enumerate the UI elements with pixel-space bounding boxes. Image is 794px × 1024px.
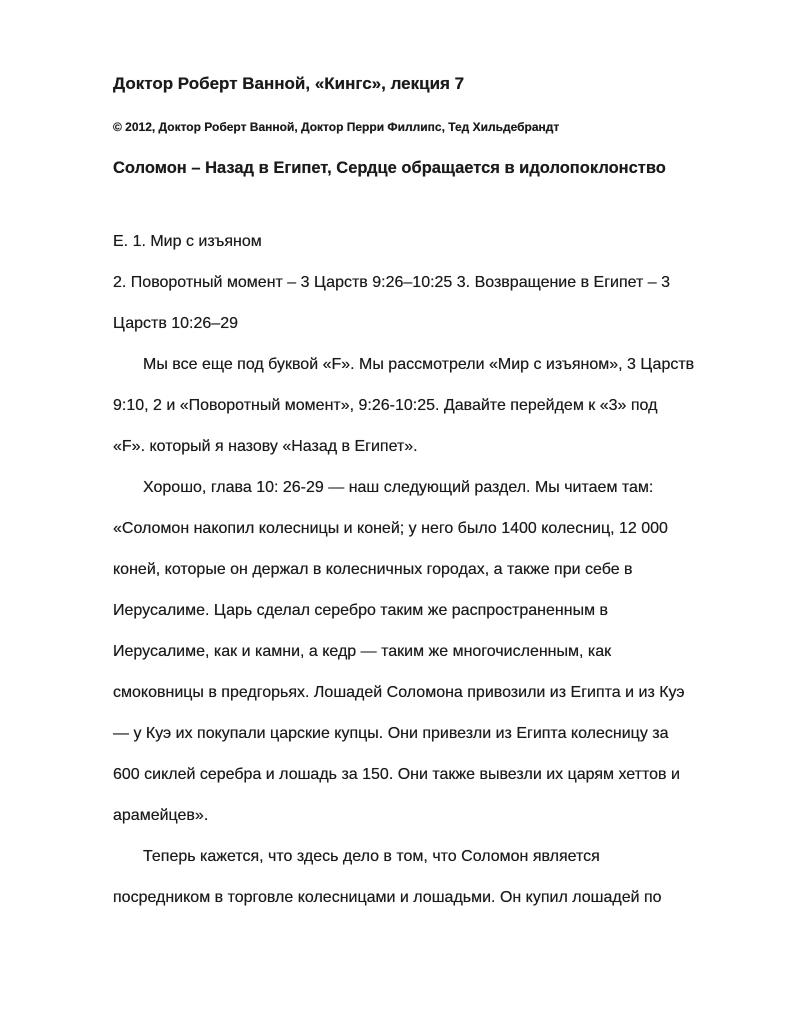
text-line: Е. 1. Мир с изъяном <box>113 233 262 250</box>
text-line: арамейцев». <box>113 807 209 824</box>
text-line: Царств 10:26–29 <box>113 315 238 332</box>
paragraph <box>113 836 684 918</box>
text-line: 2. Поворотный момент – 3 Царств 9:26–10:25 3. Возвращение в Египет – 3 <box>113 274 671 291</box>
text-line: Теперь кажется, что здесь дело в том, что Соломон является <box>143 848 600 865</box>
text-line: посредником в торговле колесницами и лошадьми. Он купил лошадей по <box>113 889 662 906</box>
text-line: 600 сиклей серебра и лошадь за 150. Они также вывезли их царям хеттов и <box>113 766 680 783</box>
paragraph <box>113 344 695 467</box>
paragraph <box>113 467 684 836</box>
outline-section <box>113 221 684 344</box>
lecture-subtitle: Соломон – Назад в Египет, Сердце обращается в идолопоклонство <box>113 159 666 177</box>
text-line: «F». который я назову «Назад в Египет». <box>113 438 418 455</box>
text-line: Иерусалиме. Царь сделал серебро таким же распространенным в <box>113 602 609 619</box>
text-line: Мы все еще под буквой «F». Мы рассмотрели «Мир с изъяном», 3 Царств <box>143 356 695 373</box>
document-body <box>113 221 695 918</box>
text-line: 9:10, 2 и «Поворотный момент», 9:26-10:25. Давайте перейдем к «3» под <box>113 397 658 414</box>
text-line: Хорошо, глава 10: 26-29 — наш следующий раздел. Мы читаем там: <box>143 479 654 496</box>
copyright-line: © 2012, Доктор Роберт Ванной, Доктор Перри Филлипс, Тед Хильдебрандт <box>113 120 560 134</box>
lecture-title: Доктор Роберт Ванной, «Кингс», лекция 7 <box>113 74 465 93</box>
text-line: коней, которые он держал в колесничных городах, а также при себе в <box>113 561 633 578</box>
text-line: Иерусалиме, как и камни, а кедр — таким же многочисленным, как <box>113 643 612 660</box>
text-line: — у Куэ их покупали царские купцы. Они привезли из Египта колесницу за <box>113 725 669 742</box>
text-line: смоковницы в предгорьях. Лошадей Соломона привозили из Египта и из Куэ <box>113 684 685 701</box>
text-line: «Соломон накопил колесницы и коней; у него было 1400 колесниц, 12 000 <box>113 520 668 537</box>
